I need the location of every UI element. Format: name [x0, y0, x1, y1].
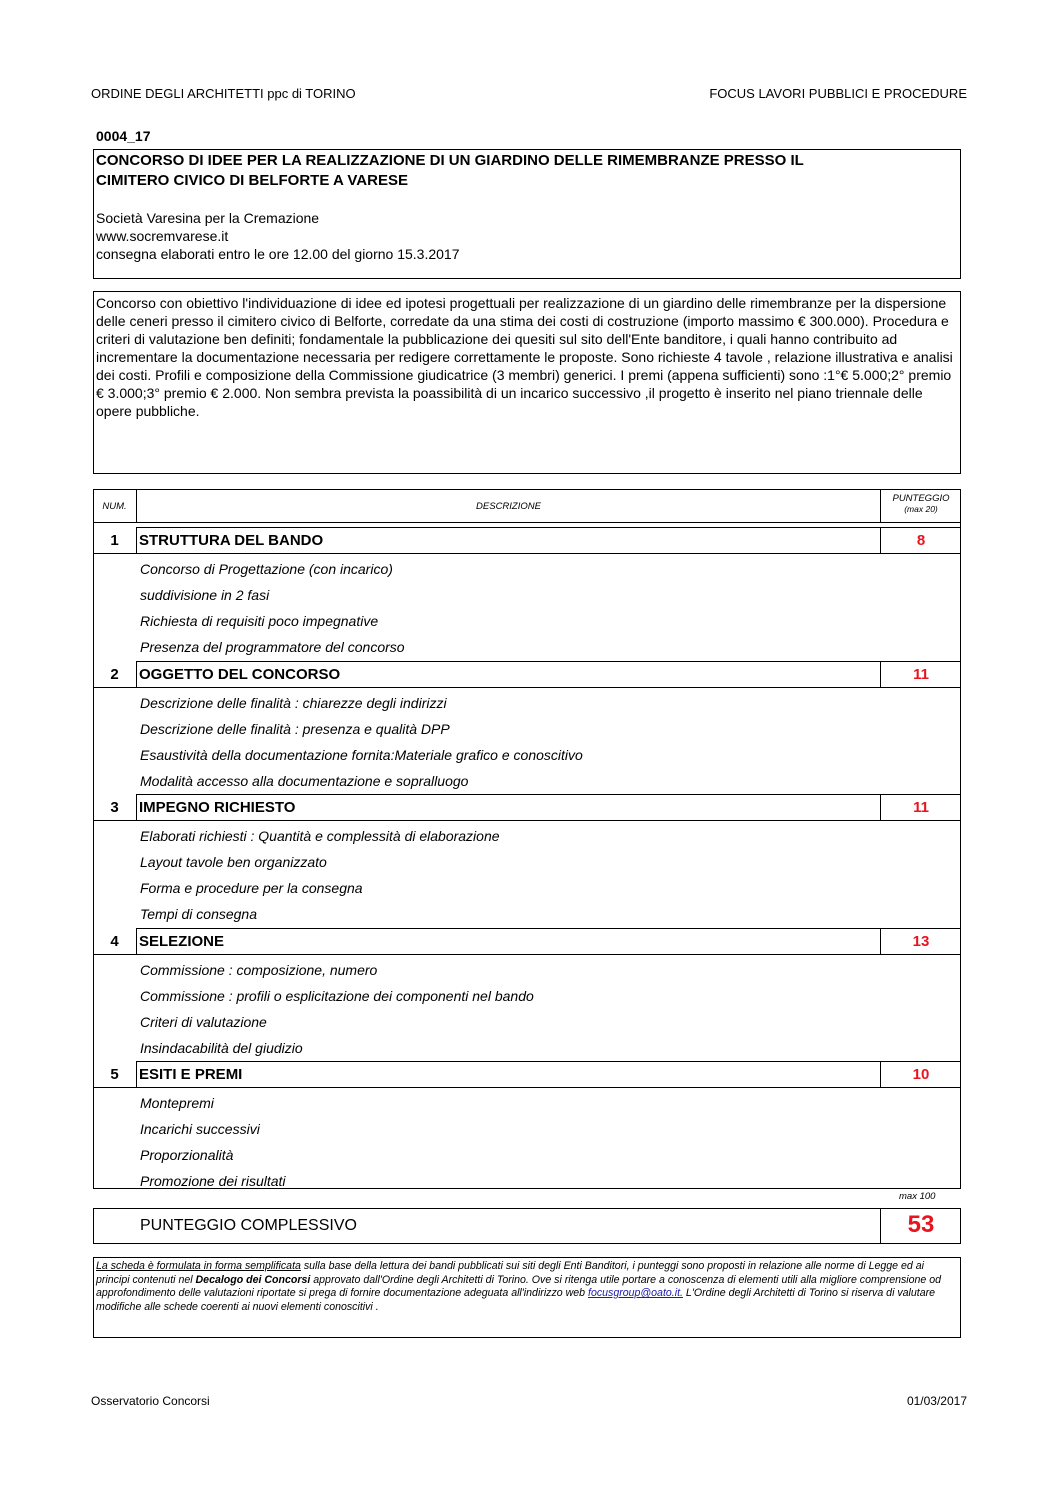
header-right: FOCUS LAVORI PUBBLICI E PROCEDURE [709, 86, 967, 101]
criterion-item: Incarichi successivi [140, 1121, 260, 1137]
header-left: ORDINE DEGLI ARCHITETTI ppc di TORINO [91, 86, 356, 101]
criterion-item: Layout tavole ben organizzato [140, 854, 327, 870]
organizer-website: www.socremvarese.it [96, 228, 229, 244]
section-score: 11 [913, 799, 929, 816]
section-number: 3 [110, 799, 119, 816]
section-bottom-line [93, 820, 961, 821]
criterion-item: Descrizione delle finalità : chiarezze degli indirizzi [140, 694, 447, 711]
criterion-item: Commissione : profili o esplicitazione dei componenti nel bando [140, 987, 534, 1004]
section-score: 8 [916, 532, 926, 549]
title-line-1: CONCORSO DI IDEE PER LA REALIZZAZIONE DI UN GIARDINO DELLE RIMEMBRANZE PRESSO IL [96, 152, 804, 169]
deadline: consegna elaborati entro le ore 12.00 del giorno 15.3.2017 [96, 246, 460, 262]
disclaimer-note [96, 1260, 958, 1314]
section-title: SELEZIONE [139, 932, 225, 950]
section-score: 11 [913, 665, 929, 683]
section-title: ESITI E PREMI [139, 1066, 243, 1083]
section-score: 10 [912, 1066, 930, 1083]
section-divider-left [136, 928, 137, 954]
section-number: 1 [110, 532, 119, 549]
criterion-item: Presenza del programmatore del concorso [140, 639, 405, 655]
total-label: PUNTEGGIO COMPLESSIVO [140, 1217, 357, 1234]
criterion-item: Esaustività della documentazione fornita:Materiale grafico e conoscitivo [140, 746, 583, 763]
note-text-2: approvato dall'Ordine degli Architetti di Torino. Ove si ritenga utile portare a conoscenza di elementi utili alla migliore comprensione od approfondimento delle valutazioni riportate si prega di fornire documentazione adeguata all'indirizzo web [96, 1273, 942, 1299]
section-bottom-line [93, 687, 961, 688]
section-divider-left [136, 1061, 137, 1087]
section-divider-left [136, 661, 137, 687]
criterion-item: Descrizione delle finalità : presenza e qualità DPP [140, 720, 450, 737]
section-bottom-line [93, 954, 961, 955]
organizer-block [96, 209, 460, 263]
criterion-item: Concorso di Progettazione (con incarico) [140, 561, 393, 577]
column-score-max: (max 20) [904, 504, 938, 514]
criterion-item: Forma e procedure per la consegna [140, 880, 363, 896]
section-number: 4 [110, 932, 119, 950]
column-score [881, 493, 961, 515]
section-top-line [136, 1061, 961, 1062]
criterion-item: Modalità accesso alla documentazione e sopralluogo [140, 772, 469, 789]
criterion-item: Insindacabilità del giudizio [140, 1039, 303, 1056]
column-num: NUM. [102, 501, 127, 512]
title-line-2: CIMITERO CIVICO DI BELFORTE A VARESE [96, 172, 408, 189]
criterion-item: Elaborati richiesti : Quantità e complessità di elaborazione [140, 828, 500, 844]
criterion-item: Montepremi [140, 1095, 214, 1111]
section-title: IMPEGNO RICHIESTO [139, 799, 296, 816]
section-number: 5 [110, 1066, 119, 1083]
section-divider-left [136, 527, 137, 553]
note-text-1: sulla base della lettura dei bandi pubblicati sui siti degli Enti Banditori, i punteggi sono proposti in relazione alle norme di Legge ed ai principi contenuti nel [96, 1260, 924, 1286]
record-code: 0004_17 [96, 128, 151, 144]
criterion-item: Criteri di valutazione [140, 1013, 267, 1030]
section-top-line [136, 794, 961, 795]
footer-right: 01/03/2017 [906, 1394, 967, 1408]
total-score: 53 [907, 1211, 935, 1238]
total-max-label: max 100 [899, 1191, 936, 1202]
section-divider-left [136, 794, 137, 820]
note-bold: Decalogo dei Concorsi [195, 1273, 311, 1286]
note-email-link[interactable]: focusgroup@oato.it. [588, 1287, 683, 1299]
section-score: 13 [912, 932, 930, 950]
column-score-label: PUNTEGGIO [892, 493, 950, 504]
section-number: 2 [110, 665, 119, 683]
section-bottom-line [93, 553, 961, 554]
criterion-item: Tempi di consegna [140, 906, 258, 922]
header-divider-bottom [93, 522, 961, 523]
criterion-item: suddivisione in 2 fasi [140, 587, 270, 603]
section-title: OGGETTO DEL CONCORSO [139, 665, 341, 683]
criterion-item: Promozione dei risultati [140, 1173, 286, 1189]
competition-title [96, 151, 956, 191]
criterion-item: Proporzionalità [140, 1147, 234, 1163]
column-description: DESCRIZIONE [476, 501, 541, 512]
criterion-item: Richiesta di requisiti poco impegnative [140, 613, 379, 629]
criterion-item: Commissione : composizione, numero [140, 961, 378, 978]
footer-left: Osservatorio Concorsi [91, 1394, 210, 1408]
description-text: Concorso con obiettivo l'individuazione di idee ed ipotesi progettuali per realizzazione di un giardino delle rimembranze per la dispersione delle ceneri presso il cimitero civico di Belforte, corredate da una stima dei costi di costruzione (importo massimo € 300.000). Procedura e criteri di valutazione ben definiti; fondamentale la pubblicazione dei quesiti sul sito dell'Ente banditore, i quali hanno contribuito ad incrementare la documentazione necessaria per redigere correttamente le proposte. Sono richieste 4 tavole , relazione illustrativa e analisi dei costi. Profili e composizione della Commissione giudicatrice (3 membri) generici. I premi (appena sufficienti) sono :1°€ 5.000;2° premio € 3.000;3° premio € 2.000. Non sembra prevista la poassibilità di un incarico successivo ,il progetto è inserito nel piano triennale delle opere pubbliche. [96, 295, 953, 419]
section-top-line [136, 527, 961, 528]
section-top-line [136, 661, 961, 662]
section-title: STRUTTURA DEL BANDO [139, 532, 324, 549]
note-text-3: L'Ordine degli Architetti di Torino si riserva di valutare modifiche alle schede coerenti ai nuovi elementi conoscitivi . [96, 1287, 936, 1313]
note-underlined: La scheda è formulata in forma semplificata [96, 1260, 301, 1272]
organizer-name: Società Varesina per la Cremazione [96, 210, 320, 226]
section-bottom-line [93, 1087, 961, 1088]
section-top-line [136, 928, 961, 929]
